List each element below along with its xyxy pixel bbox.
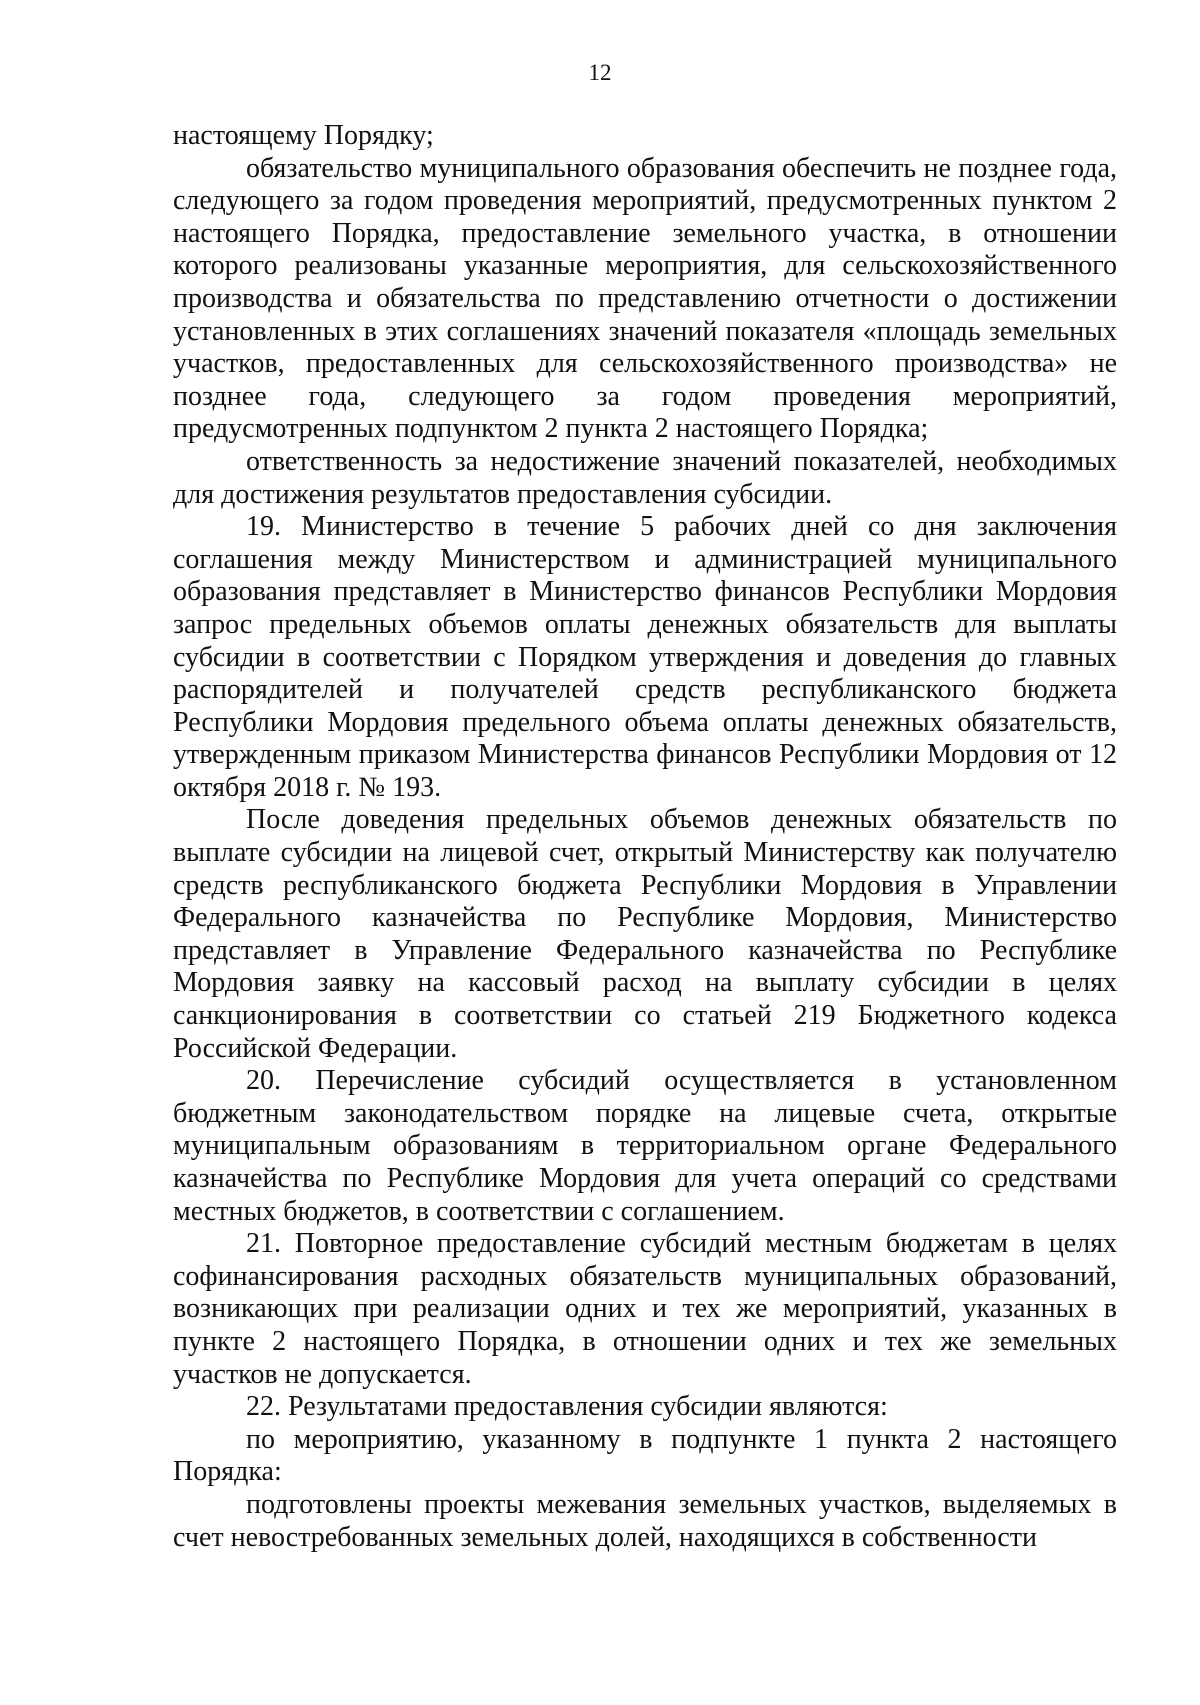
- paragraph-item-19: 19. Министерство в течение 5 рабочих дней со дня заключения соглашения между Министерством и администрацией муниципального образования представляет в Министерство финансов Республики Мордовия запрос предельных объемов оплаты денежных обязательств для выплаты субсидии в соответствии с Порядком утверждения и доведения до главных распорядителей и получателей средств республиканского бюджета Республики Мордовия предельного объема оплаты денежных обязательств, утвержденным приказом Министерства финансов Республики Мордовия от 12 октября 2018 г. № 193.: [173, 511, 1117, 803]
- paragraph-municipal-obligation: обязательство муниципального образования обеспечить не позднее года, следующего за годом проведения мероприятий, предусмотренных пунктом 2 настоящего Порядка, предоставление земельного участка, в отношении которого реализованы указанные мероприятия, для сельскохозяйственного производства и обязательства по представлению отчетности о достижении установленных в этих соглашениях значений показателя «площадь земельных участков, предоставленных для сельскохозяйственного производства» не позднее года, следующего за годом проведения мероприятий, предусмотренных подпунктом 2 пункта 2 настоящего Порядка;: [173, 152, 1117, 445]
- paragraph-item-22: 22. Результатами предоставления субсидии являются:: [246, 1391, 888, 1423]
- paragraph-item-20: 20. Перечисление субсидий осуществляется в установленном бюджетным законодательством порядке на лицевые счета, открытые муниципальным образованиям в территориальном органе Федерального казначейства по Республике Мордовия для учета операций со средствами местных бюджетов, в соответствии с соглашением.: [173, 1065, 1117, 1227]
- paragraph-continuation: настоящему Порядку;: [173, 120, 434, 151]
- paragraph-measure-1: по мероприятию, указанному в подпункте 1 пункта 2 настоящего Порядка:: [173, 1423, 1117, 1488]
- paragraph-survey-projects: подготовлены проекты межевания земельных участков, выделяемых в счет невостребованных земельных долей, находящихся в собственности: [173, 1488, 1117, 1553]
- paragraph-responsibility: ответственность за недостижение значений показателей, необходимых для достижения результатов предоставления субсидии.: [173, 445, 1117, 510]
- paragraph-after-limits: После доведения предельных объемов денежных обязательств по выплате субсидии на лицевой счет, открытый Министерству как получателю средств республиканского бюджета Республики Мордовия в Управлении Федерального казначейства по Республике Мордовия, Министерство представляет в Управление Федерального казначейства по Республике Мордовия заявку на кассовый расход на выплату субсидии в целях санкционирования в соответствии со статьей 219 Бюджетного кодекса Российской Федерации.: [173, 804, 1117, 1064]
- page-number: 12: [588, 60, 612, 85]
- paragraph-item-21: 21. Повторное предоставление субсидий местным бюджетам в целях софинансирования расходных обязательств муниципальных образований, возникающих при реализации одних и тех же мероприятий, указанных в пункте 2 настоящего Порядка, в отношении одних и тех же земельных участков не допускается.: [173, 1228, 1117, 1390]
- document-body: [173, 120, 1117, 1554]
